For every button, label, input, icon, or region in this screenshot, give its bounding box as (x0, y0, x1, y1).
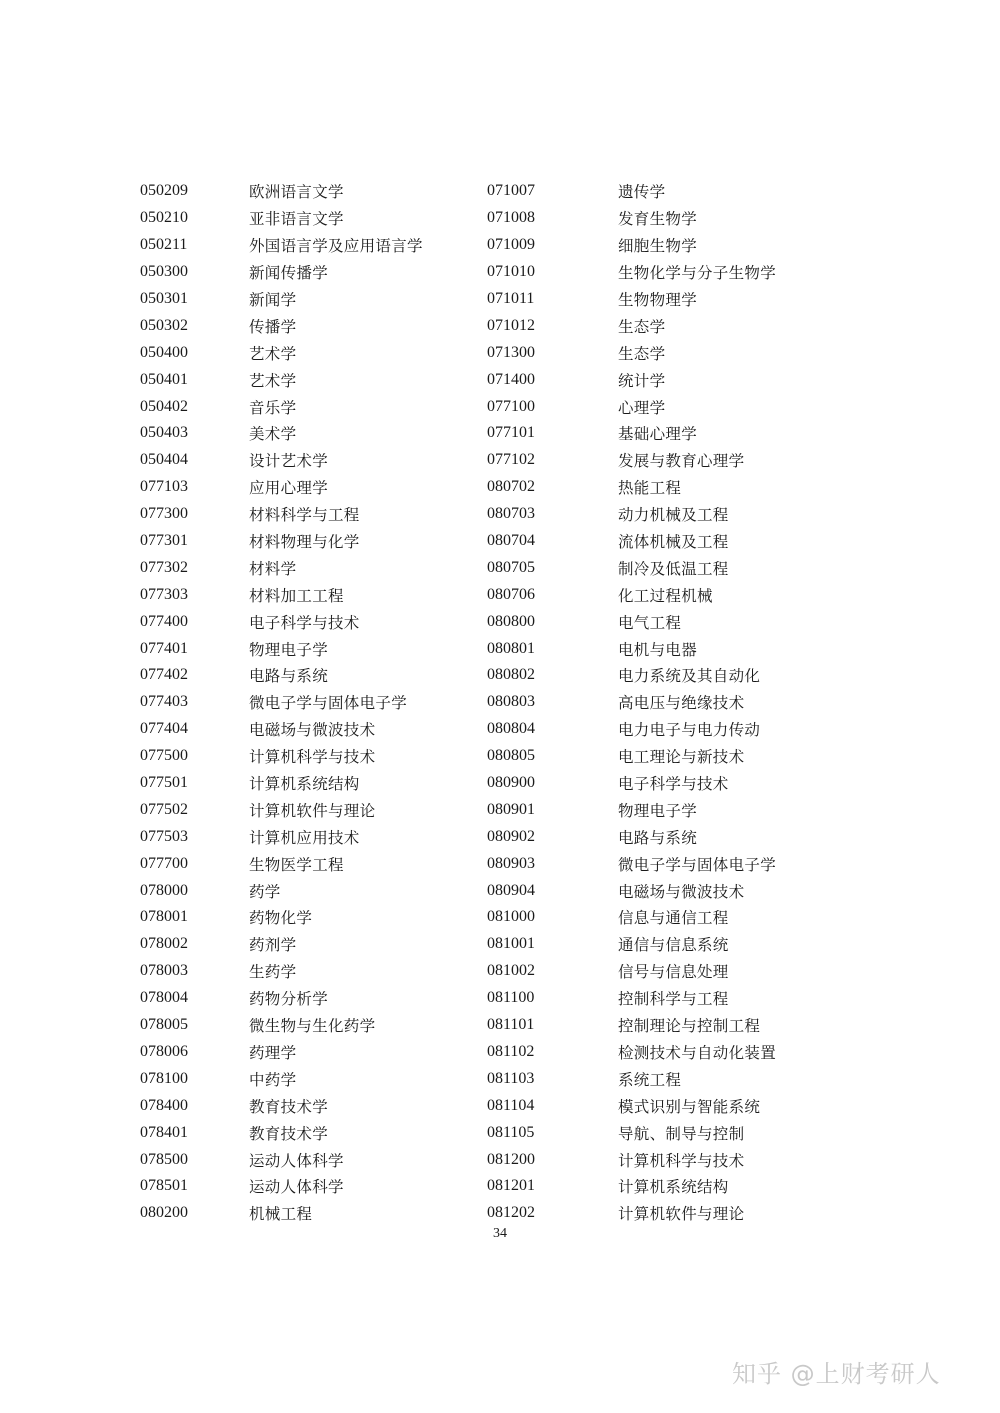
discipline-name: 控制理论与控制工程 (618, 1017, 761, 1036)
discipline-name: 生态学 (618, 344, 666, 363)
list-item (487, 877, 776, 904)
discipline-code: 078001 (140, 908, 188, 926)
list-item (487, 312, 776, 339)
list-item (487, 1065, 776, 1092)
list-item (487, 581, 776, 608)
discipline-name: 材料物理与化学 (249, 533, 360, 552)
discipline-code: 080904 (487, 881, 535, 899)
discipline-name: 材料加工工程 (249, 586, 344, 605)
discipline-code: 078006 (140, 1042, 188, 1060)
discipline-name: 物理电子学 (618, 801, 698, 820)
right-column (487, 178, 776, 1227)
discipline-code: 071300 (487, 343, 535, 361)
list-item (140, 1200, 423, 1227)
list-item (487, 608, 776, 635)
discipline-name: 药物分析学 (249, 990, 329, 1009)
discipline-code: 078501 (140, 1177, 188, 1195)
discipline-name: 新闻学 (249, 291, 297, 309)
list-item (487, 205, 776, 232)
discipline-code: 081101 (487, 1016, 535, 1034)
discipline-name: 基础心理学 (618, 425, 698, 444)
discipline-name: 模式识别与智能系统 (618, 1097, 761, 1116)
discipline-code: 080705 (487, 558, 535, 576)
list-item (487, 931, 776, 958)
list-item (140, 232, 423, 259)
discipline-code: 077501 (140, 774, 188, 792)
list-item (140, 796, 423, 823)
discipline-name: 化工过程机械 (618, 586, 713, 605)
discipline-code: 081102 (487, 1042, 535, 1060)
list-item (487, 985, 776, 1012)
list-item (140, 581, 423, 608)
discipline-code: 077500 (140, 747, 188, 765)
discipline-code: 077400 (140, 612, 188, 630)
list-item (487, 554, 776, 581)
discipline-code: 050300 (140, 263, 188, 281)
discipline-code: 080800 (487, 612, 535, 630)
discipline-name: 发展与教育心理学 (618, 452, 745, 471)
discipline-code: 050400 (140, 343, 188, 361)
list-item (140, 689, 423, 716)
list-item (140, 501, 423, 528)
list-item (140, 1119, 423, 1146)
discipline-name: 生物医学工程 (249, 855, 344, 874)
discipline-code: 078002 (140, 935, 188, 953)
discipline-name: 药物化学 (249, 909, 313, 928)
discipline-code: 081103 (487, 1069, 535, 1087)
discipline-code: 050301 (140, 290, 188, 307)
discipline-code: 078100 (140, 1069, 188, 1087)
discipline-code: 077300 (140, 505, 188, 523)
discipline-code: 077404 (140, 720, 188, 738)
discipline-name: 通信与信息系统 (618, 936, 729, 955)
discipline-name: 热能工程 (618, 479, 682, 498)
list-item (140, 1146, 423, 1173)
list-item (487, 259, 776, 286)
discipline-code: 077402 (140, 666, 188, 684)
list-item (140, 178, 423, 205)
discipline-name: 运动人体科学 (249, 1178, 344, 1197)
list-item (487, 716, 776, 743)
discipline-name: 计算机系统结构 (618, 1178, 729, 1197)
list-item (487, 743, 776, 770)
list-item (140, 1092, 423, 1119)
discipline-name: 新闻传播学 (249, 264, 329, 283)
list-item (487, 689, 776, 716)
list-item (487, 770, 776, 797)
discipline-name: 电力系统及其自动化 (618, 667, 761, 686)
list-item (140, 716, 423, 743)
list-item (140, 366, 423, 393)
discipline-name: 运动人体科学 (249, 1151, 344, 1170)
discipline-code: 071400 (487, 370, 535, 388)
discipline-name: 生物物理学 (618, 291, 698, 309)
list-item (140, 286, 423, 313)
discipline-code: 050210 (140, 209, 188, 227)
discipline-name: 艺术学 (249, 371, 297, 390)
list-item (487, 662, 776, 689)
discipline-name: 机械工程 (249, 1205, 313, 1224)
discipline-name: 电气工程 (618, 613, 682, 632)
discipline-name: 微生物与生化药学 (249, 1017, 376, 1036)
discipline-name: 电磁场与微波技术 (249, 721, 376, 740)
list-item (140, 608, 423, 635)
list-item (140, 904, 423, 931)
list-item (140, 823, 423, 850)
discipline-name: 遗传学 (618, 183, 666, 202)
list-item (140, 662, 423, 689)
discipline-name: 计算机软件与理论 (618, 1205, 745, 1224)
discipline-name: 制冷及低温工程 (618, 559, 729, 578)
list-item (487, 1039, 776, 1066)
discipline-code: 071007 (487, 182, 535, 200)
list-item (140, 474, 423, 501)
discipline-name: 电子科学与技术 (618, 775, 729, 794)
discipline-name: 药剂学 (249, 936, 297, 955)
discipline-name: 计算机软件与理论 (249, 801, 376, 820)
discipline-name: 电路与系统 (618, 828, 698, 847)
discipline-name: 微电子学与固体电子学 (249, 694, 408, 713)
discipline-name: 美术学 (249, 425, 297, 444)
discipline-name: 系统工程 (618, 1070, 682, 1089)
discipline-code: 081104 (487, 1096, 535, 1114)
discipline-code: 078401 (140, 1123, 188, 1141)
discipline-name: 设计艺术学 (249, 452, 329, 471)
list-item (140, 985, 423, 1012)
discipline-code: 077102 (487, 451, 535, 469)
discipline-code: 078005 (140, 1016, 188, 1034)
list-item (487, 958, 776, 985)
discipline-name: 动力机械及工程 (618, 506, 729, 525)
discipline-name: 计算机科学与技术 (618, 1151, 745, 1170)
list-item (487, 286, 776, 313)
discipline-code: 080703 (487, 505, 535, 523)
discipline-code: 080903 (487, 854, 535, 872)
list-item (487, 393, 776, 420)
discipline-code: 080805 (487, 747, 535, 765)
list-item (487, 823, 776, 850)
list-item (487, 447, 776, 474)
list-item (140, 1173, 423, 1200)
discipline-name: 控制科学与工程 (618, 990, 729, 1009)
discipline-code: 080702 (487, 478, 535, 496)
discipline-name: 电路与系统 (249, 667, 329, 686)
discipline-name: 药学 (249, 882, 281, 901)
discipline-code: 078500 (140, 1150, 188, 1168)
discipline-code: 081000 (487, 908, 535, 926)
discipline-code: 071011 (487, 290, 535, 307)
list-item (487, 1012, 776, 1039)
discipline-code: 080901 (487, 800, 535, 818)
list-item (140, 1065, 423, 1092)
discipline-name: 电磁场与微波技术 (618, 882, 745, 901)
discipline-code: 080902 (487, 827, 535, 845)
discipline-code: 071010 (487, 263, 535, 281)
discipline-code: 081105 (487, 1123, 535, 1141)
list-item (140, 528, 423, 555)
discipline-name: 信号与信息处理 (618, 963, 729, 982)
discipline-name: 材料学 (249, 559, 297, 578)
watermark: 知乎 @上财考研人 (732, 1360, 941, 1388)
discipline-name: 药理学 (249, 1043, 297, 1062)
discipline-name: 应用心理学 (249, 479, 329, 498)
discipline-code: 077301 (140, 532, 188, 550)
discipline-code: 080200 (140, 1204, 188, 1222)
list-item (487, 1200, 776, 1227)
list-item (487, 1173, 776, 1200)
list-item (140, 635, 423, 662)
discipline-name: 导航、制导与控制 (618, 1124, 745, 1143)
discipline-code: 077403 (140, 693, 188, 711)
list-item (487, 1146, 776, 1173)
discipline-code: 077401 (140, 639, 188, 657)
discipline-name: 心理学 (618, 398, 666, 417)
discipline-code: 081202 (487, 1204, 535, 1222)
discipline-name: 亚非语言文学 (249, 210, 344, 229)
list-item (487, 528, 776, 555)
discipline-code: 078000 (140, 881, 188, 899)
discipline-name: 传播学 (249, 317, 297, 336)
discipline-name: 中药学 (249, 1070, 297, 1089)
discipline-name: 检测技术与自动化装置 (618, 1043, 777, 1062)
discipline-code: 080706 (487, 585, 535, 603)
discipline-code: 080803 (487, 693, 535, 711)
discipline-code: 081201 (487, 1177, 535, 1195)
discipline-name: 教育技术学 (249, 1097, 329, 1116)
page-number: 34 (493, 1226, 507, 1241)
list-item (487, 1119, 776, 1146)
list-item (487, 474, 776, 501)
discipline-name: 生物化学与分子生物学 (618, 264, 777, 283)
discipline-code: 080801 (487, 639, 535, 657)
list-item (487, 420, 776, 447)
list-item (140, 877, 423, 904)
list-item (140, 1039, 423, 1066)
list-item (487, 850, 776, 877)
discipline-name: 欧洲语言文学 (249, 183, 344, 202)
discipline-code: 050302 (140, 316, 188, 334)
discipline-code: 071008 (487, 209, 535, 227)
discipline-code: 071012 (487, 316, 535, 334)
discipline-code: 081001 (487, 935, 535, 953)
discipline-code: 050209 (140, 182, 188, 200)
discipline-code: 080704 (487, 532, 535, 550)
list-item (140, 420, 423, 447)
discipline-name: 电机与电器 (618, 640, 698, 659)
discipline-name: 外国语言学及应用语言学 (249, 237, 423, 256)
discipline-name: 计算机应用技术 (249, 828, 360, 847)
list-item (140, 770, 423, 797)
list-item (487, 232, 776, 259)
discipline-code: 081200 (487, 1150, 535, 1168)
discipline-code: 081100 (487, 989, 535, 1007)
discipline-name: 音乐学 (249, 398, 297, 417)
discipline-name: 物理电子学 (249, 640, 329, 659)
list-item (140, 554, 423, 581)
list-item (140, 312, 423, 339)
list-item (487, 501, 776, 528)
left-column (140, 178, 423, 1227)
list-item (487, 796, 776, 823)
list-item (487, 1092, 776, 1119)
discipline-name: 计算机系统结构 (249, 775, 360, 794)
discipline-code: 050403 (140, 424, 188, 442)
discipline-name: 高电压与绝缘技术 (618, 694, 745, 713)
discipline-name: 电子科学与技术 (249, 613, 360, 632)
discipline-name: 细胞生物学 (618, 237, 698, 256)
discipline-name: 计算机科学与技术 (249, 748, 376, 767)
list-item (487, 339, 776, 366)
discipline-name: 教育技术学 (249, 1124, 329, 1143)
discipline-code: 077303 (140, 585, 188, 603)
discipline-name: 艺术学 (249, 344, 297, 363)
discipline-code: 077302 (140, 558, 188, 576)
discipline-code: 081002 (487, 962, 535, 980)
list-item (140, 743, 423, 770)
discipline-name: 生药学 (249, 963, 297, 982)
discipline-code: 080804 (487, 720, 535, 738)
discipline-code: 077100 (487, 397, 535, 415)
discipline-code: 077700 (140, 854, 188, 872)
list-item (140, 205, 423, 232)
discipline-code: 077103 (140, 478, 188, 496)
discipline-code: 071009 (487, 236, 535, 254)
discipline-code: 078003 (140, 962, 188, 980)
discipline-code: 077502 (140, 800, 188, 818)
discipline-name: 生态学 (618, 317, 666, 336)
discipline-name: 微电子学与固体电子学 (618, 855, 777, 874)
discipline-code: 050402 (140, 397, 188, 415)
list-item (140, 393, 423, 420)
list-item (140, 931, 423, 958)
discipline-name: 材料科学与工程 (249, 506, 360, 525)
list-item (487, 366, 776, 393)
discipline-name: 流体机械及工程 (618, 533, 729, 552)
list-item (487, 635, 776, 662)
discipline-code: 080900 (487, 774, 535, 792)
discipline-name: 电工理论与新技术 (618, 748, 745, 767)
discipline-code: 078400 (140, 1096, 188, 1114)
discipline-code: 078004 (140, 989, 188, 1007)
list-item (487, 904, 776, 931)
list-item (140, 1012, 423, 1039)
discipline-code: 080802 (487, 666, 535, 684)
list-item (140, 850, 423, 877)
list-item (140, 259, 423, 286)
list-item (140, 339, 423, 366)
discipline-name: 电力电子与电力传动 (618, 721, 761, 740)
discipline-code: 050401 (140, 370, 188, 388)
list-item (140, 958, 423, 985)
discipline-name: 信息与通信工程 (618, 909, 729, 928)
discipline-code: 050211 (140, 236, 188, 254)
discipline-code: 077503 (140, 827, 188, 845)
list-item (487, 178, 776, 205)
list-item (140, 447, 423, 474)
discipline-name: 统计学 (618, 371, 666, 390)
discipline-code: 050404 (140, 451, 188, 469)
discipline-name: 发育生物学 (618, 210, 698, 229)
discipline-code: 077101 (487, 424, 535, 442)
